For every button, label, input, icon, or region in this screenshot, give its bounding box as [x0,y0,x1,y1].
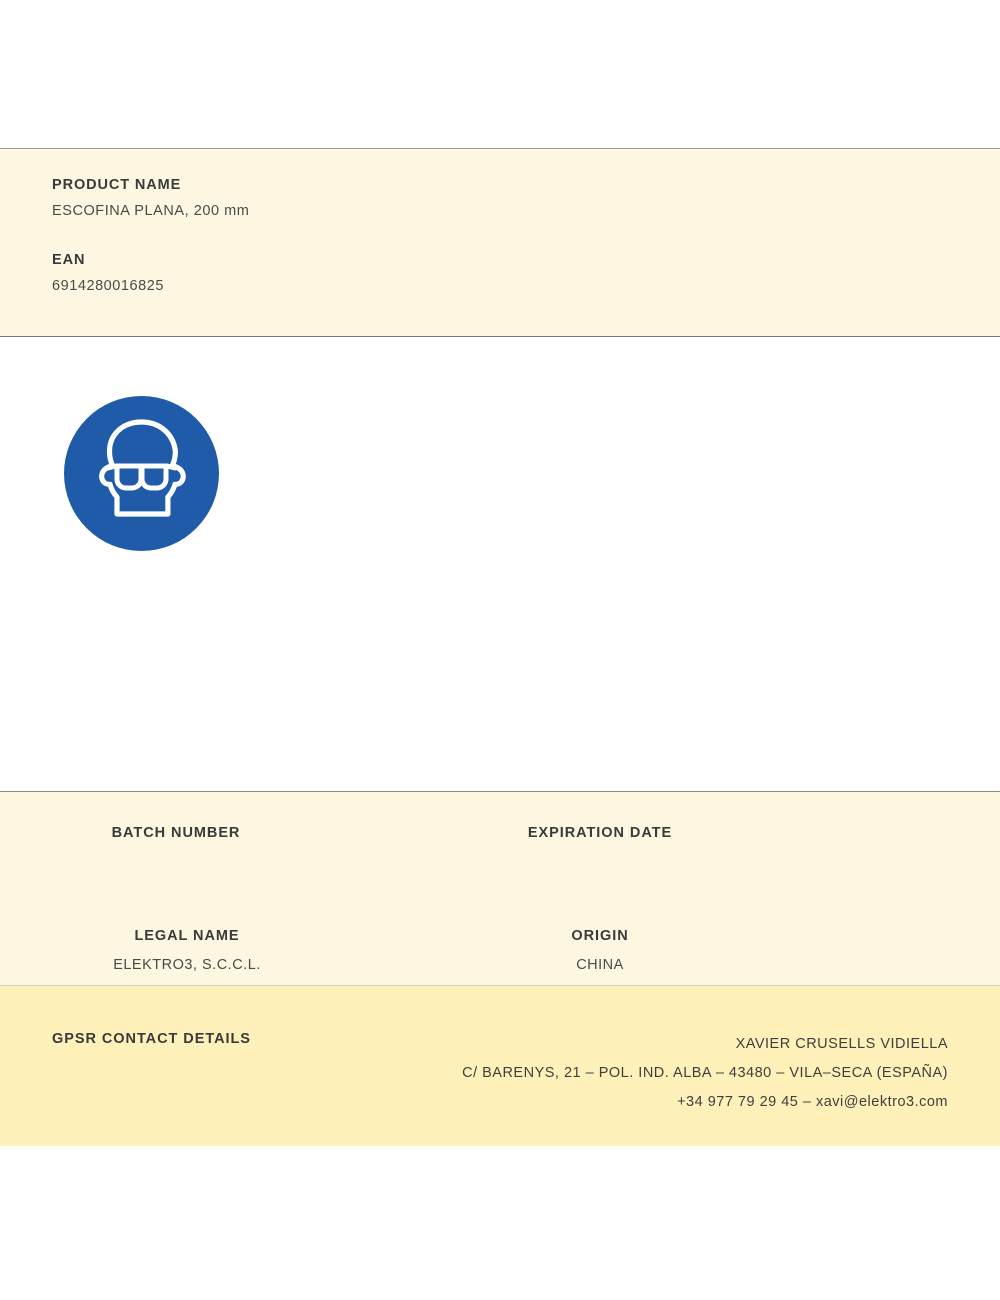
gpsr-contact-label: GPSR CONTACT DETAILS [52,1031,251,1047]
origin-field [500,928,1000,974]
gpsr-contact-name: XAVIER CRUSELLS VIDIELLA [735,1036,948,1052]
expiration-date-label: EXPIRATION DATE [527,825,673,841]
batch-expiration-row [0,792,1000,871]
gpsr-contact-address: C/ BARENYS, 21 – POL. IND. ALBA – 43480 – VILA–SECA (ESPAÑA) [462,1065,948,1081]
legal-origin-row [0,871,1000,974]
expiration-date-value [500,854,700,871]
ean-label: EAN [52,252,86,268]
product-name-label: PRODUCT NAME [52,177,182,193]
gpsr-contact-details [462,1030,948,1117]
expiration-date-field [500,825,1000,871]
product-name-value: ESCOFINA PLANA, 200 mm [52,203,250,219]
batch-number-label: BATCH NUMBER [111,825,241,841]
origin-label: ORIGIN [571,928,629,944]
gpsr-contact-phone-email: +34 977 79 29 45 – xavi@elektro3.com [677,1094,948,1110]
gpsr-contact-block [0,986,1000,1146]
legal-name-field [0,928,500,974]
batch-number-field [0,825,500,871]
product-identification-block [0,148,1000,337]
origin-value: CHINA [576,957,624,973]
batch-legal-block [0,791,1000,986]
ean-field [52,252,1000,294]
product-name-field [52,177,1000,219]
legal-name-value: ELEKTRO3, S.C.C.L. [113,957,261,973]
ean-value: 6914280016825 [52,278,164,294]
pictogram-area [0,337,1000,787]
batch-number-value [0,854,352,871]
wear-eye-protection-icon [64,396,219,551]
legal-name-label: LEGAL NAME [134,928,240,944]
